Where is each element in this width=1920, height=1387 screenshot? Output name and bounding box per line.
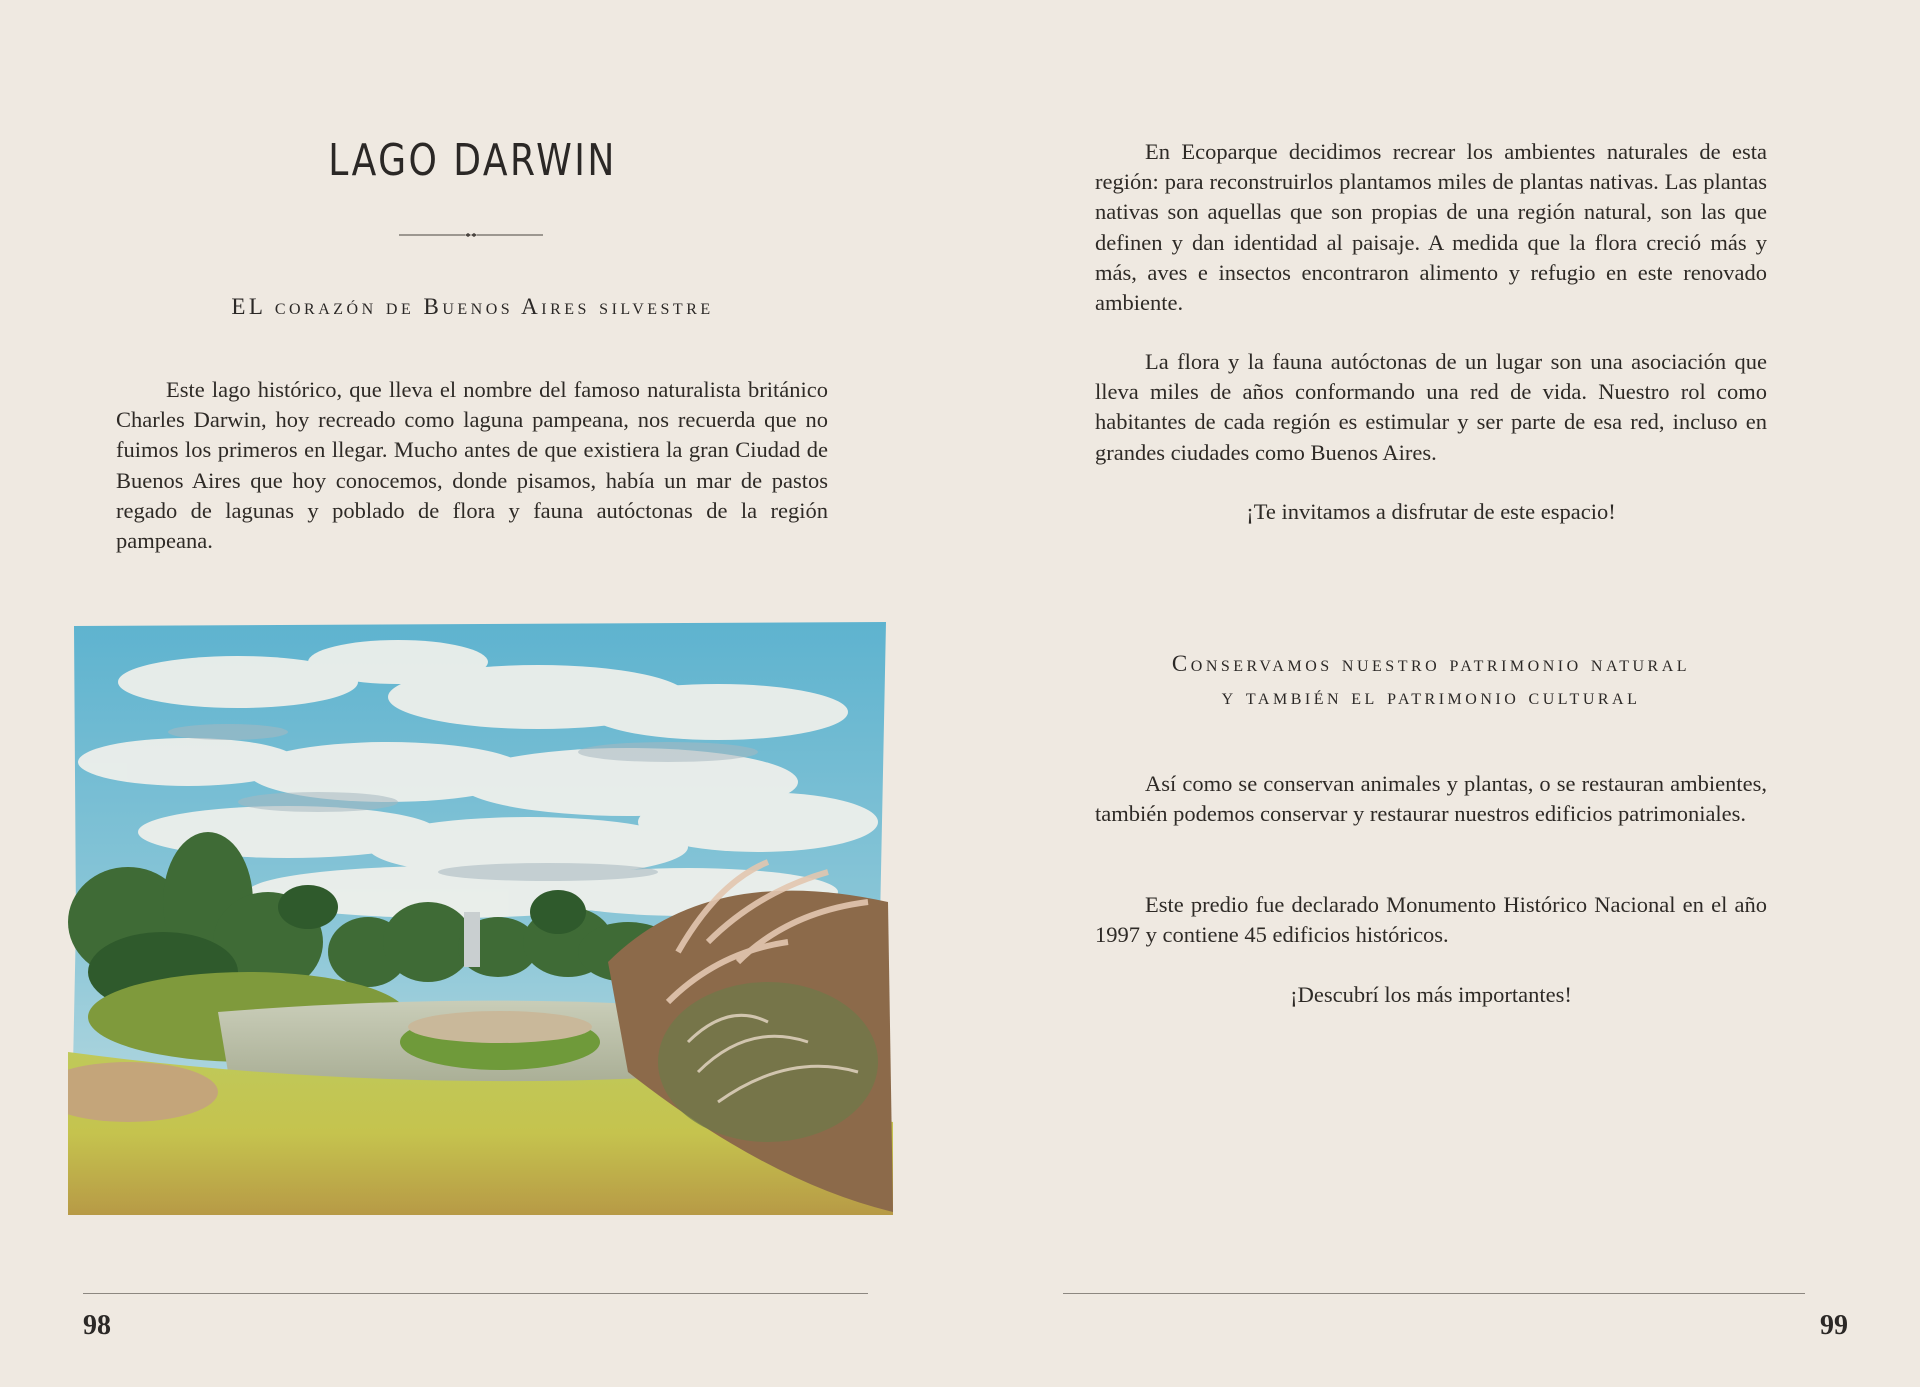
- ornament-divider-icon: [399, 225, 543, 245]
- footer-rule-right: [1063, 1293, 1805, 1294]
- heading-line-2: y también el patrimonio cultural: [1221, 684, 1641, 709]
- lake-painting-illustration: [68, 622, 893, 1215]
- heading-line-1: Conservamos nuestro patrimonio natural: [1171, 651, 1691, 676]
- intro-paragraph: Este lago histórico, que lleva el nombre del famoso naturalista británico Charles Darwin, hoy recreado como laguna pampeana, nos recuerda que no fuimos los primeros en llegar. Mucho antes de que existiera la gran Ciudad de Buenos Aires que hoy conocemos, donde pisamos, había un mar de pastos regado de lagunas y poblado de flora y fauna autóctonas de la región pampeana.: [116, 377, 828, 554]
- page-number-left: 98: [83, 1310, 111, 1341]
- paragraph-conservation: Así como se conservan animales y plantas, o se restauran ambientes, también podemos conservar y restaurar nuestros edificios patrimoniales.: [1095, 771, 1767, 827]
- page-number-right: 99: [1820, 1310, 1848, 1341]
- section-subtitle: EL corazón de Buenos Aires silvestre: [231, 294, 714, 319]
- discover-line: ¡Descubrí los más importantes!: [1290, 982, 1572, 1007]
- invite-line: ¡Te invitamos a disfrutar de este espacio!: [1246, 499, 1616, 524]
- page-title: LAGO DARWIN: [328, 135, 617, 186]
- footer-rule-left: [83, 1293, 868, 1294]
- right-page: [960, 0, 1920, 1387]
- paragraph-flora-fauna: La flora y la fauna autóctonas de un lugar son una asociación que lleva miles de años conformando una red de vida. Nuestro rol como habitantes de cada región es estimular y ser parte de esa red, incluso en grandes ciudades como Buenos Aires.: [1095, 349, 1767, 465]
- paragraph-monument: Este predio fue declarado Monumento Histórico Nacional en el año 1997 y contiene 45 edificios históricos.: [1095, 892, 1767, 948]
- section-heading-conservation: [1095, 647, 1767, 713]
- paragraph-ecoparque: En Ecoparque decidimos recrear los ambientes naturales de esta región: para reconstruirlos plantamos miles de plantas nativas. Las plantas nativas son aquellas que son propias de una región natural, son las que definen y dan identidad al paisaje. A medida que la flora creció más y más, aves e insectos encontraron alimento y refugio en este renovado ambiente.: [1095, 139, 1767, 316]
